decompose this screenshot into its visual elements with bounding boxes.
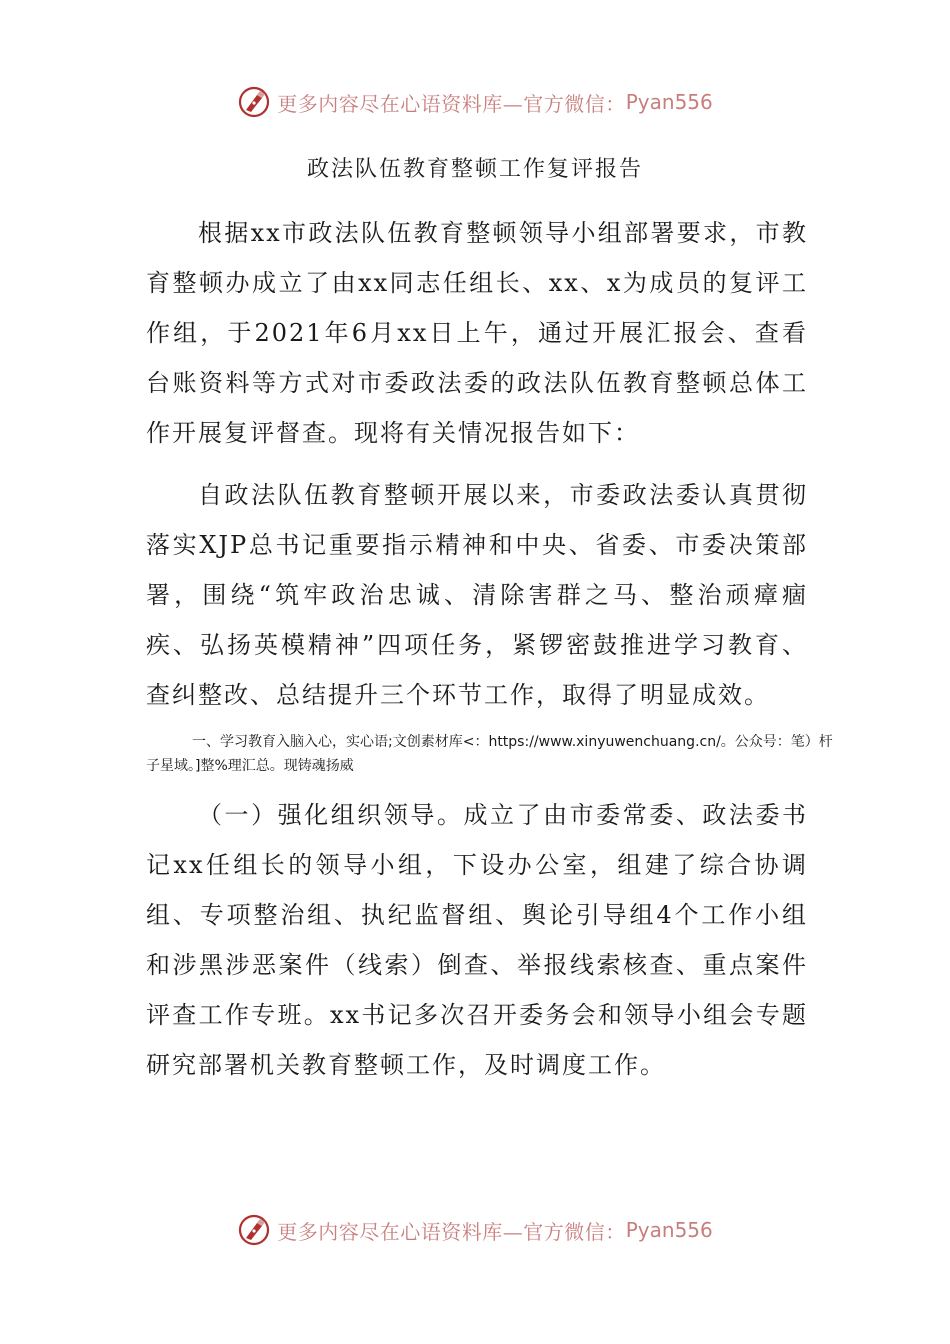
body-paragraph: （一）强化组织领导。成立了由市委常委、政法委书记xx任组长的领导小组，下设办公室，组建了综合协调组、专项整治组、执纪监督组、舆论引导组4个工作小组和涉黑涉恶案件（线索）倒查、举报线索核查、重点案件评查工作专班。xx书记多次召开委务会和领导小组会专题研究部署机关教育整顿工作，及时调度工作。 bbox=[146, 801, 808, 1079]
pen-nib-icon bbox=[237, 85, 271, 119]
document-title: 政法队伍教育整顿工作复评报告 bbox=[306, 157, 643, 182]
pen-nib-icon bbox=[237, 1213, 271, 1247]
banner-text: 更多内容尽在心语资料库—官方微信： bbox=[277, 1219, 626, 1244]
body-paragraph: 自政法队伍教育整顿开展以来，市委政法委认真贯彻落实XJP总书记重要指示精神和中央、省委、市委决策部署，围绕“筑牢政治忠诚、清除害群之马、整治顽瘴痼疾、弘扬英模精神”四项任务，紧锣密鼓推进学习教育、查纠整改、总结提升三个环节工作，取得了明显成效。 bbox=[146, 481, 808, 709]
banner-wechat-id: Pyan556 bbox=[625, 1218, 713, 1242]
banner-text: 更多内容尽在心语资料库—官方微信： bbox=[277, 91, 626, 116]
footer-watermark-banner bbox=[0, 1210, 950, 1250]
banner-wechat-id: Pyan556 bbox=[625, 90, 713, 114]
section-heading-note: 一、学习教育入脑入心，实心语;文创素材库<：https://www.xinyuwenchuang.cn/。公众号：笔）杆子星域。]整%理汇总。现铸魂扬威 bbox=[146, 734, 833, 774]
body-paragraph: 根据xx市政法队伍教育整顿领导小组部署要求，市教育整顿办成立了由xx同志任组长、xx、x为成员的复评工作组，于2021年6月xx日上午，通过开展汇报会、查看台账资料等方式对市委政法委的政法队伍教育整顿总体工作开展复评督查。现将有关情况报告如下： bbox=[146, 219, 808, 447]
header-watermark-banner bbox=[0, 82, 950, 122]
